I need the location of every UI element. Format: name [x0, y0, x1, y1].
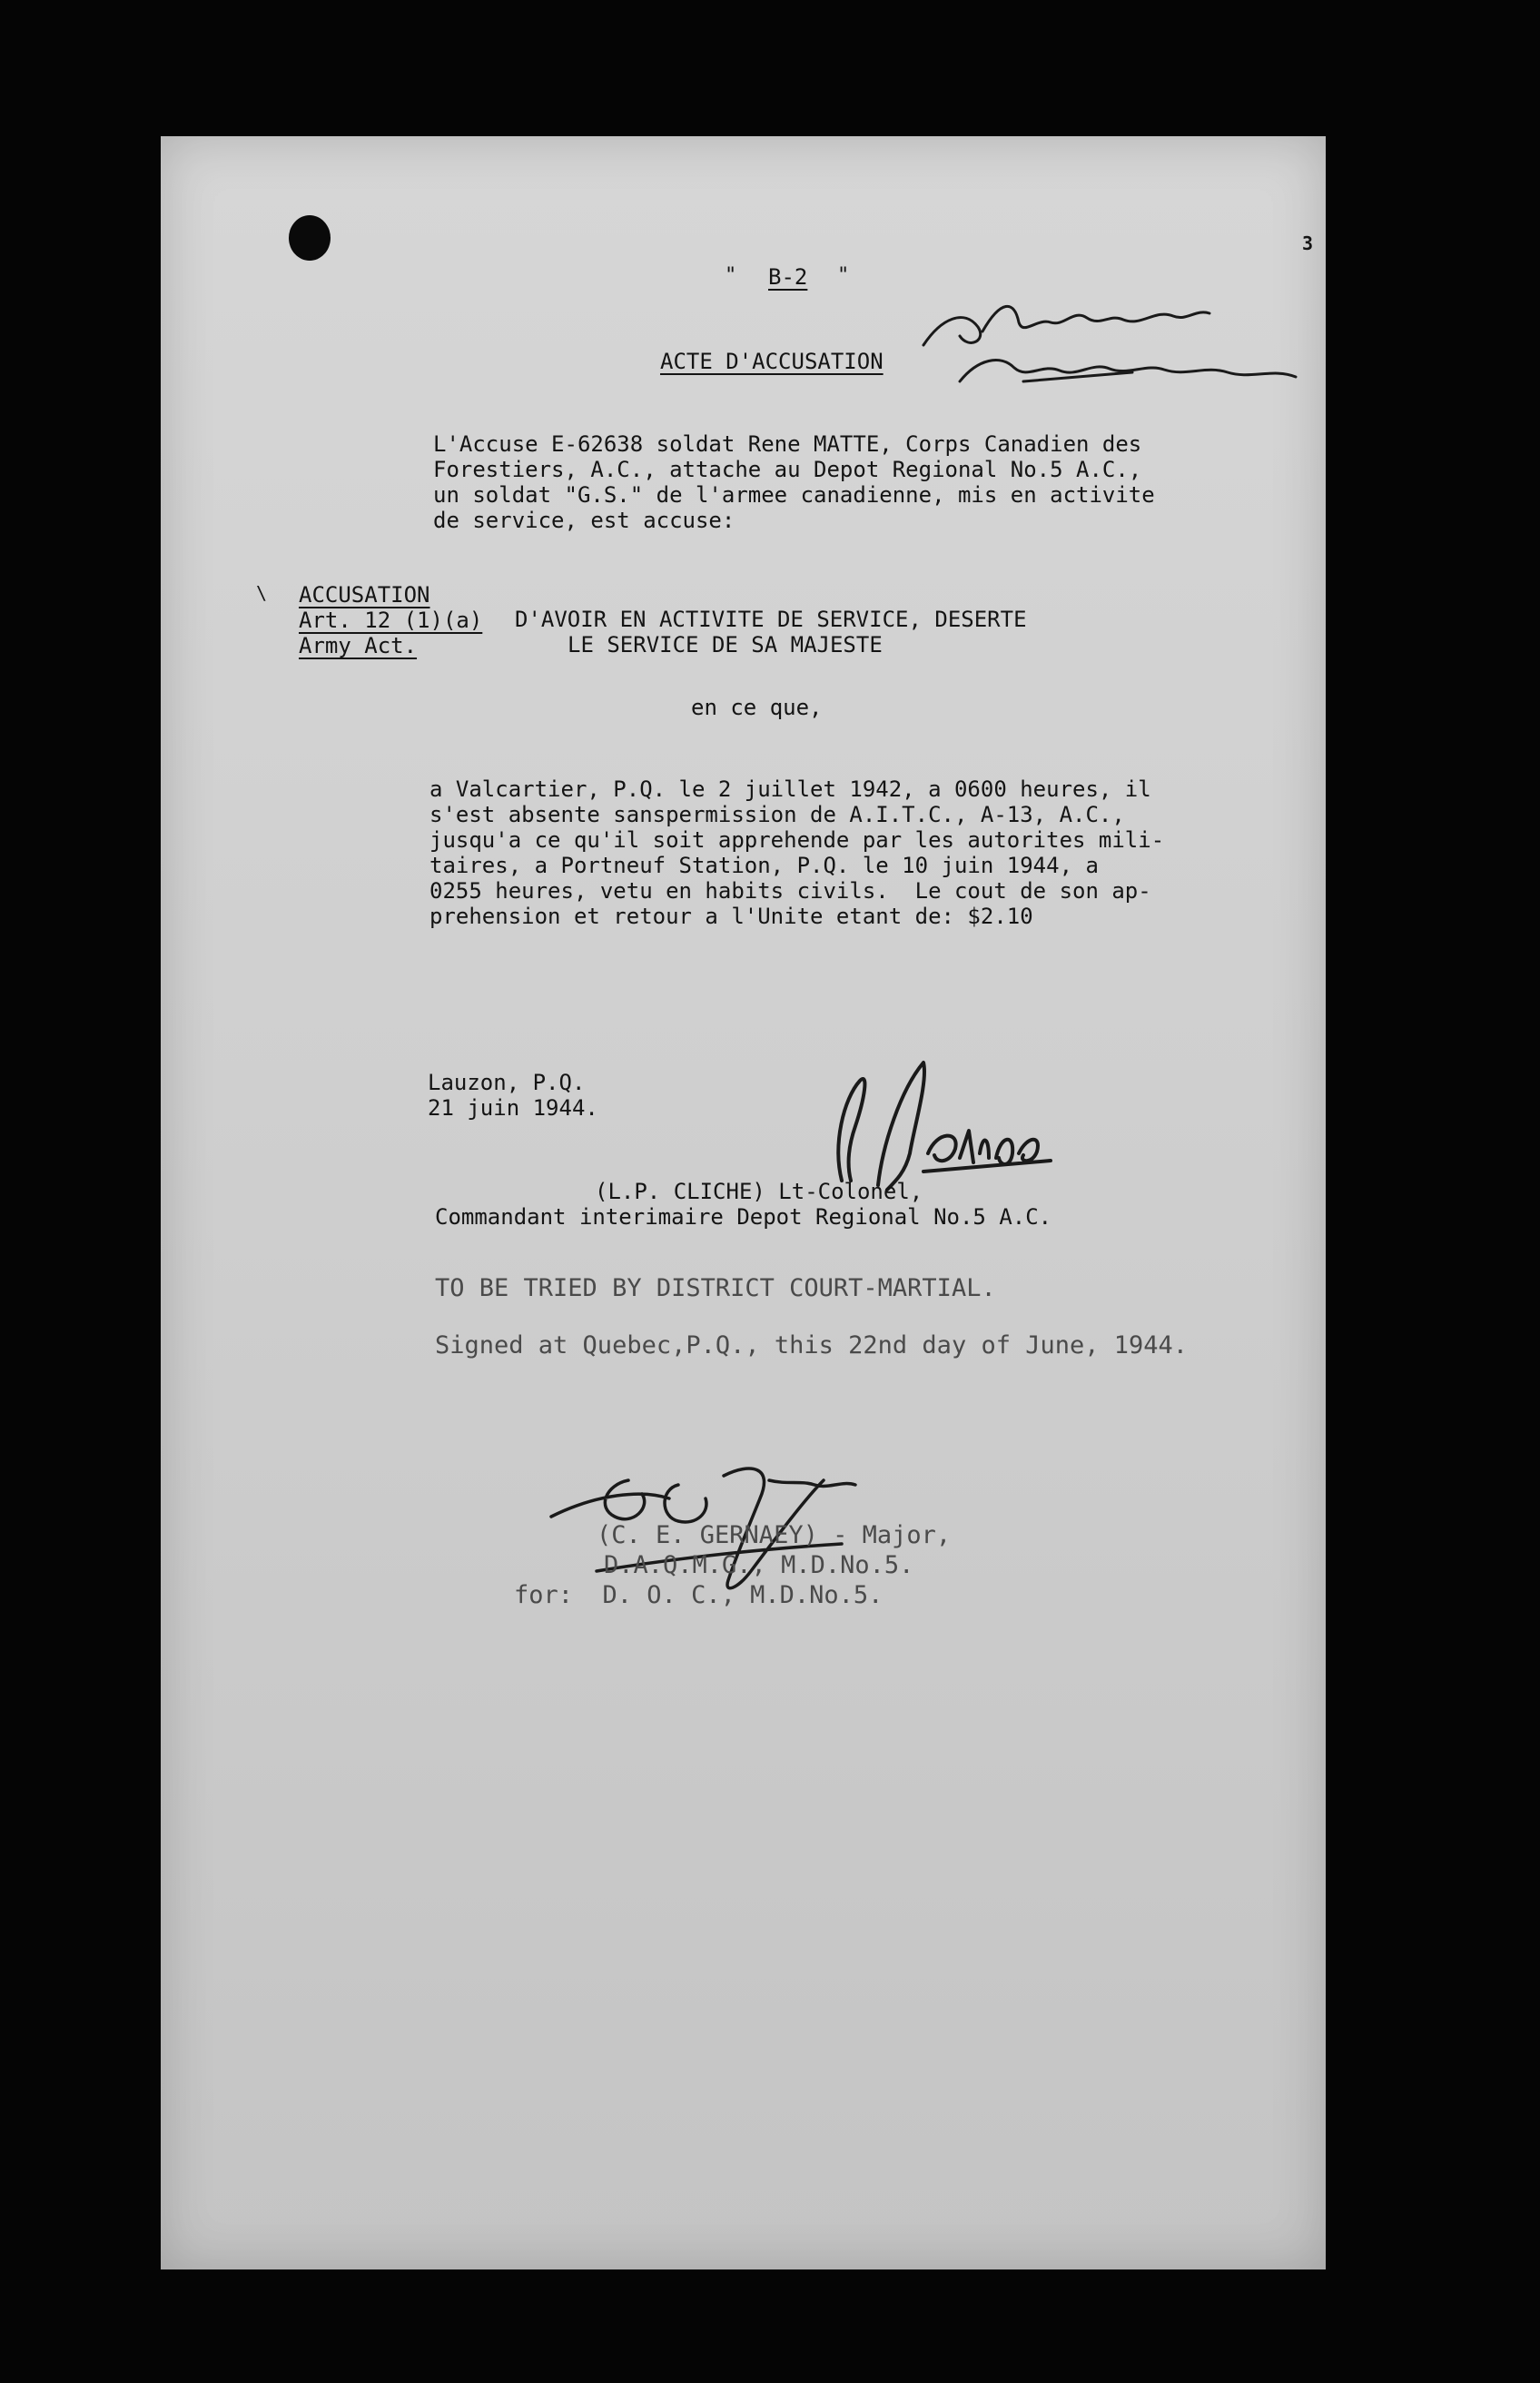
- date: 21 juin 1944.: [428, 1095, 598, 1121]
- document-title: ACTE D'ACCUSATION: [660, 349, 884, 374]
- punch-hole: [289, 215, 331, 261]
- margin-mark: \: [256, 582, 268, 604]
- particulars-line-3: jusqu'a ce qu'il soit apprehende par les autorites mili-: [429, 827, 1165, 853]
- document-page: [161, 136, 1326, 2269]
- charge-statement-line-1: D'AVOIR EN ACTIVITE DE SERVICE, DESERTE: [515, 607, 1027, 632]
- reference-quote-open: ": [725, 264, 737, 287]
- particulars-line-6: prehension et retour a l'Unite etant de: $2.10: [429, 904, 1033, 929]
- signatory1-title: Commandant interimaire Depot Regional No.5 A.C.: [435, 1204, 1052, 1230]
- signed-at: Signed at Quebec,P.Q., this 22nd day of June, 1944.: [435, 1331, 1189, 1360]
- signatory2-line3: for: D. O. C., M.D.No.5.: [514, 1581, 884, 1609]
- handwritten-annotation: [914, 282, 1323, 400]
- signatory2-name-rank: (C. E. GERNAEY) - Major,: [597, 1521, 952, 1549]
- signatory2-line2: D.A.Q.M.G., M.D.No.5.: [604, 1551, 914, 1579]
- particulars-line-4: taires, a Portneuf Station, P.Q. le 10 juin 1944, a: [429, 853, 1099, 878]
- charge-article: Art. 12 (1)(a): [299, 608, 483, 633]
- signatory1-name-rank: (L.P. CLICHE) Lt-Colonel,: [595, 1179, 923, 1204]
- intro-line-3: un soldat "G.S." de l'armee canadienne, mis en activite: [433, 482, 1155, 508]
- intro-line-1: L'Accuse E-62638 soldat Rene MATTE, Corps Canadien des: [433, 431, 1142, 457]
- trial-order: TO BE TRIED BY DISTRICT COURT-MARTIAL.: [435, 1274, 996, 1302]
- place: Lauzon, P.Q.: [428, 1070, 586, 1095]
- en-ce-que: en ce que,: [691, 695, 823, 720]
- intro-line-4: de service, est accuse:: [433, 508, 735, 533]
- charge-act: Army Act.: [299, 633, 418, 658]
- reference-code: B-2: [768, 264, 808, 290]
- intro-line-2: Forestiers, A.C., attache au Depot Regional No.5 A.C.,: [433, 457, 1142, 482]
- charge-label: ACCUSATION: [299, 582, 430, 608]
- charge-statement-line-2: LE SERVICE DE SA MAJESTE: [568, 632, 883, 658]
- particulars-line-5: 0255 heures, vetu en habits civils. Le cout de son ap-: [429, 878, 1151, 904]
- particulars-line-1: a Valcartier, P.Q. le 2 juillet 1942, a 0600 heures, il: [429, 776, 1151, 802]
- page-number: 3: [1302, 232, 1314, 254]
- reference-quote-close: ": [837, 264, 850, 287]
- particulars-line-2: s'est absente sanspermission de A.I.T.C., A-13, A.C.,: [429, 802, 1125, 827]
